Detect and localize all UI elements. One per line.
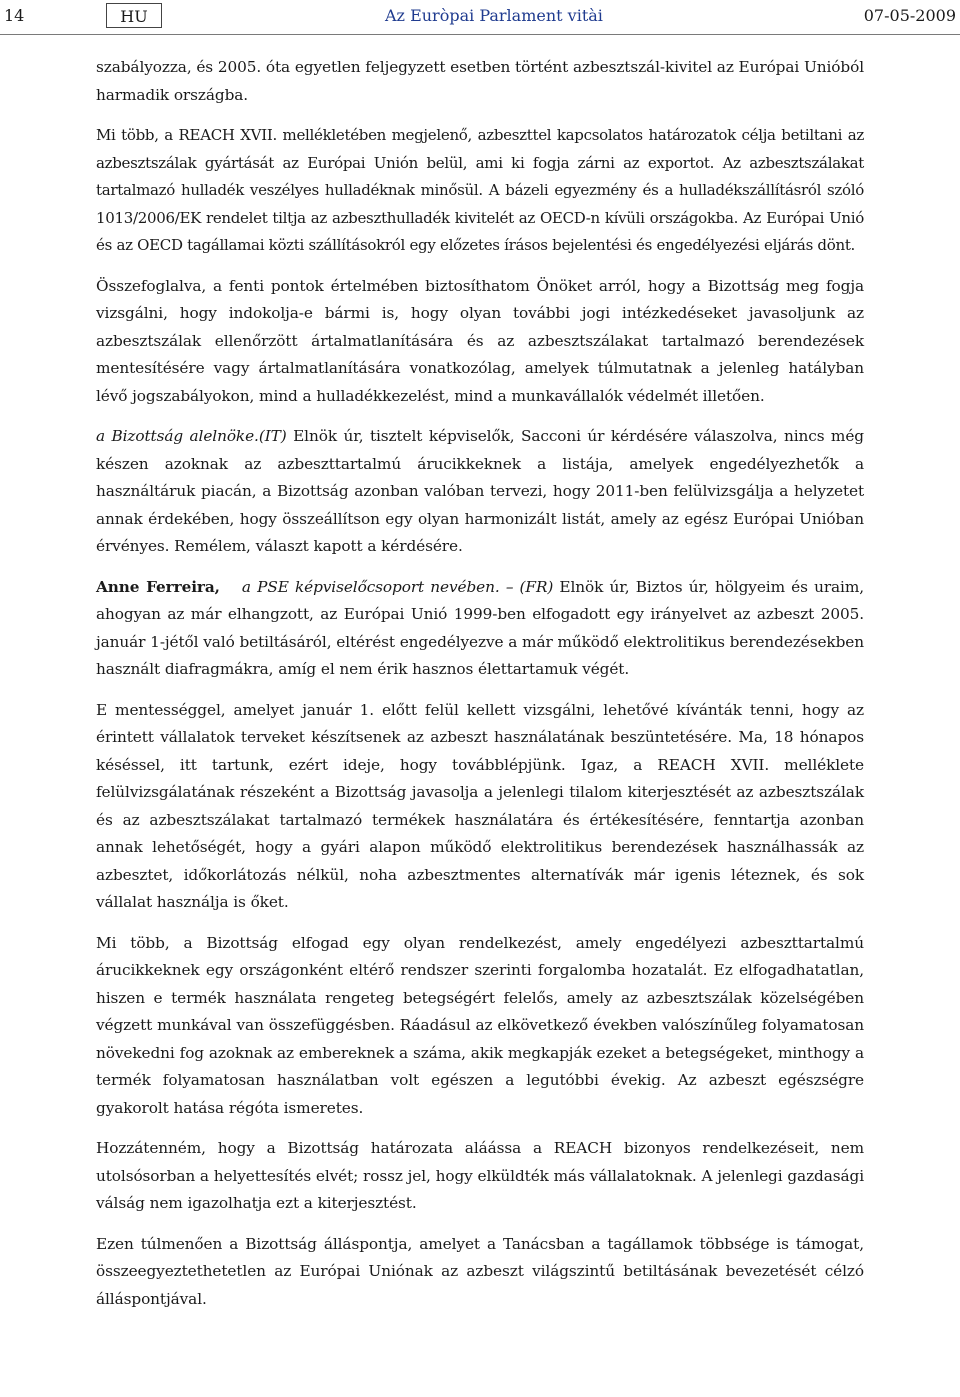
paragraph-7 (96, 930, 864, 1123)
paragraph-text: E mentességgel, amelyet január 1. előtt felül kellett vizsgálni, lehetővé kívánták tenni, hogy az érintett vállalatok terveket készítsenek az azbeszt használatának beszüntetésére. Ma, 18 hónapos késéssel, itt tartunk, ezért ideje, hogy továbblépjünk. Igaz, a REACH XVII. melléklete felülvizsgálatának részeként a Bizottság javasolja a jelenlegi tilalom kiterjesztését az azbesztszálak és az azbesztszálakat tartalmazó termékek használatára és értékesítésére, fenntartja azonban annak lehetőségét, hogy a gyári alapon működő elektrolitikus berendezések használhassák az azbesztet, időkorlátozás nélkül, noha azbesztmentes alternatívák már igenis léteznek, és sok vállalat használja is őket. (96, 700, 864, 911)
paragraph-2 (96, 122, 864, 260)
paragraph-9 (96, 1231, 864, 1314)
paragraph-8 (96, 1135, 864, 1218)
paragraph-text: szabályozza, és 2005. óta egyetlen feljegyzett esetben történt azbesztszál-kivitel az Európai Unióból harmadik országba. (96, 58, 864, 104)
paragraph-text: Összefoglalva, a fenti pontok értelmében biztosíthatom Önöket arról, hogy a Bizottság meg fogja vizsgálni, hogy indokolja-e bármi is, hogy olyan további jogi intézkedéseket javasoljunk az azbesztszálak ellenőrzött ártalmatlanítására és az azbesztszálakat tartalmazó berendezések mentesítésére vagy ártalmatlanítására vonatkozólag, amelyek túlmutatnak a jelenleg hatályban lévő jogszabályokon, mind a hulladékkezelést, mind a munkavállalók védelmét illetően. (96, 276, 864, 405)
paragraph-text: Mi több, a Bizottság elfogad egy olyan rendelkezést, amely engedélyezi azbeszttartalmú árucikkeknek egy országonként eltérő rendszer szerinti forgalomba hozatalát. Ez elfogadhatatlan, hiszen e termék használata rengeteg betegségért felelős, amely az azbesztszálak közelségében végzett munkával van összefüggésben. Ráadásul az elkövetkező években valószínűleg folyamatosan növekedni fog azoknak az embereknek a száma, akik megkapják ezeket a betegségeket, minthogy a termék folyamatosan használatban volt egészen a legutóbbi évekig. Az azbeszt egészségre gyakorolt hatása régóta ismeretes. (96, 933, 864, 1117)
paragraph-ferreira (96, 574, 864, 684)
paragraph-text: Ezen túlmenően a Bizottság álláspontja, amelyet a Tanácsban a tagállamok többsége is támogat, összeegyeztethetetlen az Európai Uniónak az azbeszt világszintű betiltásának bevezetését célzó álláspontjával. (96, 1234, 864, 1308)
paragraph-text: Elnök úr, Biztos úr, hölgyeim és uraim, ahogyan az már elhangzott, az Európai Unió 1999-ben elfogadott egy irányelvet az azbeszt 2005. január 1-jétől való betiltásáról, eltérést engedélyezve a már működő elektrolitikus berendezésekben használt diafragmákra, amíg el nem érik hasznos élettartamuk végét. (96, 577, 865, 678)
paragraph-1 (96, 54, 864, 109)
paragraph-text: Hozzátenném, hogy a Bizottság határozata aláássa a REACH bizonyos rendelkezéseit, nem utolsósorban a helyettesítés elvét; rossz jel, hogy elküldték más vállalatoknak. A jelenlegi gazdasági válság nem igazolhatja ezt a kiterjesztést. (96, 1139, 864, 1212)
speaker-language: (IT) (258, 427, 287, 445)
paragraph-text: Elnök úr, tisztelt képviselők, Sacconi úr kérdésére válaszolva, nincs még készen azoknak az azbeszttartalmú árucikkeknek a listája, amelyek engedélyezhetők a használtáruk piacán, a Bizottság azonban valóban tervezi, hogy 2011-ben felülvizsgálja a helyzetet annak érdekében, hogy összeállítson egy olyan harmonizált listát, amely az egész Európai Unióban érvényes. Remélem, választ kapott a kérdésére. (96, 427, 864, 555)
page-number: 14 (4, 6, 25, 25)
paragraph-6 (96, 697, 864, 917)
paragraph-commission-reply (96, 423, 864, 561)
speaker-title: a Bizottság alelnöke. (96, 427, 259, 445)
speaker-name: Anne Ferreira, (96, 577, 220, 596)
paragraph-3 (96, 273, 864, 411)
document-date: 07-05-2009 (863, 6, 956, 25)
language-code-box: HU (106, 3, 162, 28)
speaker-role: a PSE képviselőcsoport nevében. – (FR) (241, 577, 554, 596)
document-title: Az Euròpai Parlament vitài (385, 6, 603, 25)
document-body (96, 54, 864, 1326)
page-header (0, 0, 960, 35)
paragraph-text: Mi több, a REACH XVII. mellékletében megjelenő, azbeszttel kapcsolatos határozatok célja betiltani az azbesztszálak gyártását az Európai Unión belül, ami ki fogja zárni az exportot. Az azbesztszálakat tartalmazó hulladék veszélyes hulladéknak minősül. A bázeli egyezmény és a hulladékszállításról szóló 1013/2006/EK rendelet tiltja az azbeszthulladék kivitelét az OECD-n kívüli országokba. Az Európai Unió és az OECD tagállamai közti szállításokról egy előzetes írásos bejelentési és engedélyezési eljárás dönt. (96, 126, 864, 254)
